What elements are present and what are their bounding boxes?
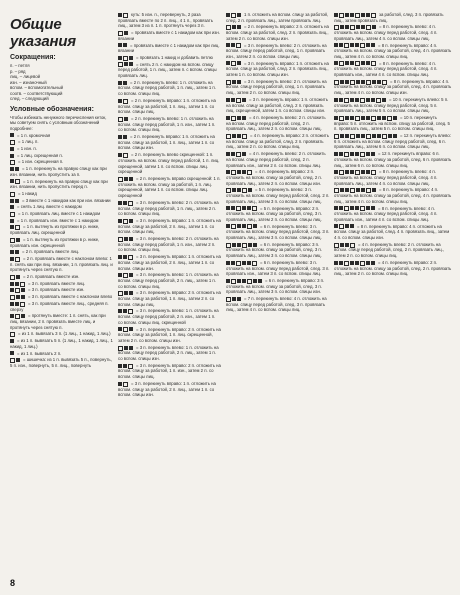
legend-text: = 8 п. перекинуть вправо: 4 п. отложить на вспом. спицу за работой, след. 4 п. провязать лиц., затем 4 п. со вспом. спицы лиц.: [334, 42, 452, 59]
legend-text: = 3 п. перекинуть вправо: 1 п. отложить на вспом. спицу за работой, 2 п. лиц., затем 1 п. со вспом. спицы изн.: [118, 254, 221, 271]
legend-text: 1 п. отложить на вспом. спицу за работой, след. 2 п. провязать лиц., затем провязать лиц.: [226, 12, 329, 23]
legend-entry: [118, 200, 221, 217]
legend-entry: [334, 12, 452, 23]
legend-text: = 3 п. перекинуть вправо: 1 п. отложить на вспом. спицу за работой, след. 2 п. провязать лиц. скрещенной, затем 1 п. со вспом. спицы изн.: [226, 96, 328, 114]
legend-text: = 8 п. перекинуть влево: 4 п. отложить на вспом. спицу перед работой, след. 4 п. провязать изн., затем 4 п. со вспом. спицы лиц.: [334, 60, 438, 78]
legend-entry: [226, 187, 330, 204]
legend-entry: [226, 61, 330, 78]
stitch-symbol-icon: [10, 133, 15, 137]
legend-text: = 8 п. перекинуть влево: 4 п. отложить на вспом. спицу перед работой, след. 4 п. провязать изн., затем 4 п. со вспом. спицы лиц.: [334, 205, 438, 222]
legend-text: = 2 п. провязать вместе с наклоном влево: 1 п. снять как при лиц. вязании, 1 п. провязать лиц. и протянуть через снятую п.: [10, 255, 113, 273]
stitch-symbol-icon: [118, 309, 134, 313]
legend-text: = 3 п. перекинуть вправо: 1 п. отложить на вспом. спицу за работой, 2 п. лиц., затем 1 п. со вспом. спицы лиц.: [118, 217, 221, 235]
stitch-symbol-icon: [226, 261, 258, 265]
stitch-symbol-icon: [118, 177, 134, 181]
stitch-symbol-icon: [118, 291, 134, 295]
legend-entry: [226, 242, 330, 259]
legend-text: = 3 п. перекинуть влево: 2 п. отложить на вспом. спицу перед работой, след. 1 п. провязать изн., затем 2 п. со вспом. спицы лиц.: [226, 42, 327, 59]
legend-text: = 2 п. перекинуть влево: 1 п. отложить на вспом. спицу перед работой, 1 п. изн., затем 1 п. со вспом. спицы лиц.: [118, 115, 216, 133]
page-number: 8: [10, 578, 16, 588]
stitch-symbol-icon: [226, 170, 253, 174]
legend-text: = 3 п. перекинуть вправо: 2 п. отложить на вспом. спицу за работой, 1 п. лиц., затем 2 п. со вспом. спицы лиц.: [118, 290, 221, 307]
stitch-symbol-icon: [118, 117, 129, 121]
stitch-symbol-icon: [226, 152, 247, 156]
legend-entry: [334, 206, 452, 223]
legend-entry: [118, 290, 221, 307]
legend-text: = 4 п. перекинуть вправо: 2 п. отложить на вспом. спицу за работой, след. 2 п. провязать лиц., затем 2 п. со вспом. спицы лиц.: [226, 133, 329, 150]
abbrev-item: соотв. – соответствующий: [10, 90, 63, 96]
legend-text: = 8 п. перекинуть вправо: 4 п. отложить на вспом. спицу за работой, след. 4 п. провязать лиц., затем 4 п. со вспом. спицы лиц.: [334, 187, 452, 204]
abbrev-item: п. – петля: [10, 63, 30, 68]
legend-entry: [118, 98, 221, 115]
legend-text: = 1 изн. скрещенная п.: [18, 159, 64, 165]
legend-intro: Чтобы избежать ненужного перечисления кеток, мы советуем снять с условным обозначений подробнее:: [10, 114, 107, 131]
legend-entry: [118, 254, 221, 271]
stitch-symbol-icon: [334, 61, 377, 65]
stitch-symbol-icon: [226, 61, 242, 65]
legend-entry: [10, 218, 113, 224]
stitch-symbol-icon: [118, 81, 128, 85]
legend-text: = 10 п. перекинуть вправо: 5 п. отложить на вспом. спицу за работой, след. 5 п. провязать лиц., затем 5 п. со вспом. спицы лиц.: [334, 114, 450, 132]
stitch-symbol-icon: [334, 243, 356, 247]
legend-text: = 3 п. перекинуть влево: 1 п. отложить на вспом. спицу перед работой, 2 п. лиц., затем 1 п. со вспом. спицы изн.: [118, 344, 219, 362]
legend-heading: Условные обозначения:: [10, 105, 94, 113]
legend-text: = 4 п. перекинуть влево: 2 п. отложить на вспом. спицу перед работой, след. 2 п. провязать изн., затем 2 п. со вспом. спицы лиц.: [226, 151, 326, 168]
legend-entry: [226, 278, 330, 295]
legend-text: = из 1 п. вывязать 5 п. (1 лиц., 1 накид, 1 лиц., 1 накид, 1 лиц.): [10, 338, 113, 349]
legend-text: за работой, след. 3 п. провязать лиц., затем провязать лиц.: [334, 12, 444, 23]
legend-text: = провязать 1 накид и добавить петлю: [136, 54, 213, 60]
legend-text: = 2 п. перекинуть вправо: 2 п. отложить на вспом. спицу за работой, след. 2 п. провязать лиц., затем 2 п. со вспом. спицы изн.: [226, 24, 329, 41]
legend-entry: [10, 294, 113, 300]
legend-text: = 3 п. перекинуть вправо: 2 п. отложить на вспом. спицу за работой, 1 п. лиц. скрещенной, затем 2 п. со вспом. спицы изн.: [118, 326, 221, 343]
legend-entry: [334, 187, 452, 204]
legend-entry: [10, 133, 113, 139]
stitch-symbol-icon: [226, 297, 242, 301]
stitch-symbol-icon: [10, 314, 26, 318]
stitch-symbol-icon: [118, 237, 134, 241]
legend-text: = 3 п. перекинуть вправо: 1 п. отложить на вспом. спицу за работой, след. 2 п. провязать лиц., затем 1 п. со вспом. спицы изн.: [226, 60, 329, 78]
legend-text: = 3 п. перекинуть влево: 2 п. отложить на вспом. спицу перед работой, 1 п. изн., затем 2 п. со вспом. спицы лиц.: [118, 236, 219, 253]
legend-entry: [118, 62, 221, 79]
abbrev-item: р. – ряд: [10, 68, 26, 74]
abbrev-item: след. – следующий: [10, 96, 49, 101]
stitch-symbol-icon: [118, 201, 134, 205]
legend-text: = 6 п. перекинуть влево: 3 п. отложить на вспом. спицу перед работой, след. 3 п. провязать лиц., затем 3 п. со вспом. спицы лиц.: [226, 223, 330, 241]
legend-entry: [118, 43, 221, 54]
stitch-symbol-icon: [10, 250, 20, 254]
legend-text: = 2 п. перекинуть вправо: 1 п. отложить на вспом. спицу за работой, 1 п. лиц., затем 1 п. со вспом. спицы изн.: [118, 134, 215, 151]
legend-entry: [10, 179, 113, 190]
legend-entry: [226, 151, 330, 168]
legend-entry: [334, 43, 452, 60]
legend-entry: [226, 115, 330, 132]
legend-text: = 12 п. перекинуть вправо: 6 п. отложить на вспом. спицу за работой, след. 6 п. провязать лиц., затем 6 п. со вспом. спицы лиц.: [334, 151, 452, 168]
stitch-symbol-icon: [334, 206, 376, 210]
legend-entry: [10, 139, 113, 145]
legend-text: = 3 п. перекинуть влево: 2 п. отложить на вспом. спицу перед работой, 1 п. лиц., затем 2 п. со вспом. спицы лиц.: [118, 199, 219, 217]
legend-entry: [226, 133, 330, 150]
legend-text: = 5 п. перекинуть вправо: 2 п. отложить на вспом. спицу за работой, след. 3 п. провязать лиц., затем 2 п. со вспом. спицы лиц.: [226, 205, 322, 222]
abbrev-item: лиц. – лицевой: [10, 74, 41, 79]
legend-entry: [226, 169, 330, 186]
stitch-symbol-icon: [10, 147, 15, 151]
stitch-symbol-icon: [10, 225, 21, 229]
legend-text: = 2 п. провязать вместе лиц.: [22, 249, 80, 255]
stitch-symbol-icon: [334, 152, 376, 156]
legend-text: = 7 п. перекинуть влево: 4 п. отложить на вспом. спицу перед работой, след. 3 п. провязать лиц., затем 4 п. со вспом. спицы лиц.: [226, 296, 327, 313]
stitch-symbol-icon: [334, 116, 398, 120]
stitch-symbol-icon: [334, 170, 377, 174]
legend-entry: [10, 281, 113, 287]
legend-text: = 4 п. перекинуть влево: 2 п. отложить на вспом. спицу перед работой, след. 2 п. провязать лиц., затем 2 п. со вспом. спицы лиц.: [334, 241, 445, 259]
legend-entry: [10, 274, 113, 280]
legend-text: = 6 п. перекинуть вправо: 3 п. отложить на вспом. спицу за работой, след. 3 п. провязать лиц., затем 3 п. со вспом. спицы изн.: [226, 277, 325, 295]
stitch-symbol-icon: [118, 56, 134, 60]
legend-entry: [334, 151, 452, 168]
legend-text: = 1 п. перекинуть на правую спицу как при изн. вязании, нить пропустить за п.: [10, 166, 107, 177]
legend-entry: [334, 79, 452, 96]
legend-text: = 6 п. перекинуть вправо: 3 п. отложить на вспом. спицу за работой, след. 3 п. провязать лиц., затем 3 п. со вспом. спицы лиц.: [226, 241, 322, 259]
legend-text: = 10 п. перекинуть влево: 5 п. отложить на вспом. спицу перед работой, след. 5 п. провязать лиц., затем 5 п. со вспом. спицы лиц.: [334, 96, 449, 114]
legend-entry: [118, 116, 221, 133]
legend-entry: [334, 133, 452, 150]
stitch-symbol-icon: [10, 295, 26, 299]
stitch-symbol-icon: [10, 154, 15, 158]
legend-text: = 1 изн. п.: [17, 146, 37, 152]
legend-entry: [10, 301, 113, 312]
legend-entry: [118, 363, 221, 380]
column-2: [118, 12, 221, 399]
legend-entry: [118, 381, 221, 398]
legend-entry: [226, 43, 330, 60]
legend-entry: [118, 308, 221, 325]
legend-text: = 2 п. перекинуть влево: 1 п. отложить на вспом. спицу перед работой, 1 п. лиц., затем 1 п. со вспом. спицы лиц.: [118, 79, 216, 97]
legend-entry: [10, 351, 113, 357]
legend-text: = 2 п. перекинуть влево скрещенной: 1 п. отложить на вспом. спицу перед работой, 1 п. лиц. скрещенной, затем 1 п. со вспом. спицы лиц. скрещенной: [118, 152, 220, 175]
legend-text: = 4 п. перекинуть вправо: 2 п. отложить на вспом. спицу за работой, след. 2 п. провязать лиц., затем 2 п. со вспом. спицы изн.: [226, 169, 322, 186]
legend-text: = 3 п. перекинуть влево: 1 п. отложить на вспом. спицу перед работой, 2 п. изн., затем 1 п. со вспом. спицы лиц. скрещенной: [118, 308, 219, 325]
legend-text: = 2 п. провязать вместе изн.: [23, 274, 80, 280]
legend-text: = 2 п. перекинуть вправо скрещенной: 1 п. отложить на вспом. спицу за работой, 1 п. лиц. скрещенной, затем 1 п. со вспом. спицы лиц. скрещенной: [118, 175, 221, 199]
legend-text: = 3 п. перекинуть влево: 1 п. отложить на вспом. спицу перед работой, 2 п. лиц., затем 1 п. со вспом. спицы лиц.: [118, 272, 219, 289]
legend-text: = 1 п. перекинуть на правую спицу как при изн. вязании, нить пропустить перед п.: [10, 178, 108, 190]
stitch-symbol-icon: [226, 224, 258, 228]
legend-entry: [118, 30, 221, 41]
stitch-symbol-icon: [226, 188, 253, 192]
legend-entry: [334, 224, 452, 241]
stitch-symbol-icon: [334, 224, 355, 228]
legend-text: = снять 2 п. с накидом на вспом. спицу перед работой, 1 п. лиц., затем п. с вспом. спицы провязать лиц.: [118, 61, 217, 79]
stitch-symbol-icon: [334, 43, 376, 47]
legend-text: = 3 п. провязать вместе с наклоном влево: [28, 294, 113, 300]
stitch-symbol-icon: [226, 206, 258, 210]
legend-entry: [226, 97, 330, 114]
legend-entry: [226, 296, 330, 313]
legend-text: = 3 п. перекинуть вправо: 2 п. отложить на вспом. спицу за работой, 1 п. изн., затем 2 п. со вспом. спицы лиц.: [118, 362, 221, 380]
stitch-symbol-icon: [334, 261, 376, 265]
stitch-symbol-icon: [226, 134, 248, 138]
legend-entry: [118, 55, 221, 61]
stitch-symbol-icon: [334, 80, 388, 84]
legend-entry: [10, 146, 113, 152]
legend-text: = 1 лиц. п.: [18, 139, 39, 145]
legend-entry: [10, 159, 113, 165]
stitch-symbol-icon: [118, 273, 134, 277]
legend-entry: [10, 313, 113, 330]
legend-entry: [118, 80, 221, 97]
abbrev-list: [10, 63, 113, 102]
legend-text: = 3 п. перекинуть влево: 2 п. отложить на вспом. спицу перед работой, след. 1 п. провязать лиц., затем 2 п. со вспом. спицы лиц.: [226, 78, 327, 96]
legend-entry: [10, 153, 113, 159]
stitch-symbol-icon: [226, 43, 242, 47]
column-1: [10, 10, 113, 370]
legend-entry: [118, 236, 221, 253]
stitch-symbol-icon: [10, 351, 15, 355]
stitch-symbol-icon: [118, 31, 129, 35]
legend-entry: [118, 176, 221, 199]
stitch-symbol-icon: [226, 13, 242, 17]
stitch-symbol-icon: [10, 219, 15, 223]
stitch-symbol-icon: [118, 62, 134, 66]
stitch-symbol-icon: [118, 364, 134, 368]
legend-entry: [10, 237, 113, 248]
stitch-symbol-icon: [10, 212, 16, 216]
stitch-symbol-icon: [118, 13, 129, 17]
legend-entry: [10, 256, 113, 273]
stitch-symbol-icon: [10, 288, 26, 292]
legend-entry: [118, 134, 221, 151]
legend-entry: [10, 204, 113, 210]
legend-text: = из 1 п. вывязать 2 п.: [17, 350, 62, 356]
legend-entry: [226, 260, 330, 277]
legend-text: = протянуть вместе: 1 п. снять, как при лиц. вязании, 2 п. провязать вместе лиц. и протянуть через снятую п.: [10, 313, 106, 330]
legend-text: = провязать вместе с 1 накидом как при лиц. вязании: [118, 42, 220, 54]
legend-text: = 8 п. перекинуть вправо: 4 п. отложить на вспом. спицу за работой, след. 4 п. провязать лиц., затем 4 п. со вспом. спицы изн.: [334, 78, 452, 96]
abbrev-item: вспом. – вспомогательный: [10, 85, 64, 90]
legend-entry: [334, 24, 452, 41]
legend-entry: [226, 206, 330, 223]
legend-text: = 3 п. провязать вместе лиц.: [28, 280, 86, 286]
legend-entry: [334, 242, 452, 259]
legend-text: = 3 п. провязать вместе лиц., средняя п. сверху: [10, 300, 109, 312]
stitch-symbol-icon: [10, 339, 15, 343]
legend-text: = шишечка: из 1 п. вывязать 5 п., повернуть, 5 п. изн., повернуть, 5 п. лиц., повернуть: [10, 357, 112, 368]
stitch-symbol-icon: [118, 135, 128, 139]
stitch-symbol-icon: [10, 167, 20, 171]
legend-entry: [226, 24, 330, 41]
stitch-symbol-icon: [334, 13, 377, 17]
legend-entry: [334, 115, 452, 132]
stitch-symbol-icon: [118, 153, 129, 157]
legend-entry: [10, 211, 113, 217]
legend-text: = 8 п. перекинуть влево: 4 п. отложить на вспом. спицу перед работой, след. 4 п. провязать лиц., затем 4 п. со вспом. спицы лиц.: [334, 24, 438, 41]
stitch-symbol-icon: [118, 219, 134, 223]
stitch-symbol-icon: [334, 25, 377, 29]
legend-entry: [334, 97, 452, 114]
legend-entry: [10, 338, 113, 349]
stitch-symbol-icon: [10, 257, 21, 261]
legend-entry: [10, 249, 113, 255]
legend-entry: [118, 218, 221, 235]
legend-text: = 1 накид: [18, 190, 37, 196]
stitch-symbol-icon: [10, 275, 21, 279]
stitch-symbol-icon: [10, 205, 15, 209]
legend-text: = 3 вместе с 1 накидом как при изн. вязании: [22, 197, 111, 203]
stitch-symbol-icon: [226, 98, 247, 102]
stitch-symbol-icon: [334, 188, 377, 192]
legend-text: = 8 п. перекинуть влево: 4 п. отложить на вспом. спицу перед работой, след. 4 п. провязать лиц., затем 4 п. со вспом. спицы лиц.: [334, 169, 438, 186]
legend-text: = 1 лиц. скрещенная п.: [17, 152, 63, 158]
stitch-symbol-icon: [10, 179, 21, 183]
stitch-symbol-icon: [10, 238, 21, 242]
legend-text: = из 1 п. вывязать 3 п. (1 лиц., 1 накид, 1 лиц.): [18, 331, 111, 337]
stitch-symbol-icon: [226, 80, 242, 84]
stitch-symbol-icon: [334, 134, 398, 138]
legend-text: = 1 п. вытянуть из протяжки в р. ниже, провязать лиц. скрещенной: [10, 224, 100, 236]
legend-entry: [226, 79, 330, 96]
legend-entry: [226, 224, 330, 241]
stitch-symbol-icon: [118, 382, 129, 386]
stitch-symbol-icon: [118, 99, 129, 103]
stitch-symbol-icon: [10, 332, 16, 336]
stitch-symbol-icon: [226, 279, 263, 283]
legend-entry: [10, 331, 113, 337]
legend-text: = 12 п. перекинуть влево: 6 п. отложить на вспом. спицу перед работой, след. 6 п. провязать лиц., затем 6 п. со вспом. спицы лиц.: [334, 133, 451, 150]
stitch-symbol-icon: [334, 98, 387, 102]
stitch-symbol-icon: [10, 140, 16, 144]
legend-entry: [118, 272, 221, 289]
stitch-symbol-icon: [10, 192, 16, 196]
legend-text: = 3 п. провязать вместе изн.: [28, 287, 85, 293]
legend-text: = 1 п. провязать изн. вместе с 1 накидом: [17, 217, 99, 223]
legend-text: = снять 1 лиц. вместе с накидом: [17, 204, 82, 210]
stitch-symbol-icon: [10, 199, 20, 203]
stitch-symbol-icon: [10, 160, 16, 164]
abbrev-heading: Сокращения:: [10, 54, 56, 61]
legend-text: = 2 п. перекинуть вправо: 1 п. отложить на вспом. спицу за работой, 1 п. лиц., затем 1 п. со вспом. спицы лиц.: [118, 97, 216, 115]
column-4: [334, 12, 452, 278]
stitch-symbol-icon: [118, 327, 134, 331]
legend-entry: [334, 260, 452, 277]
legend-text: = 6 п. перекинуть влево: 3 п. отложить на вспом. спицу перед работой, след. 3 п. провязать изн., затем 3 п. со вспом. спицы лиц.: [226, 259, 330, 277]
page-title: Общие указания: [10, 16, 76, 50]
legend-text: = 1 п. провязать лиц. вместе с 1 накидом: [18, 211, 101, 217]
legend-entry: [118, 327, 221, 344]
stitch-symbol-icon: [226, 25, 242, 29]
stitch-symbol-icon: [118, 346, 134, 350]
legend-entry: [334, 169, 452, 186]
legend-list-1: [10, 133, 113, 369]
stitch-symbol-icon: [226, 243, 258, 247]
stitch-symbol-icon: [10, 358, 21, 362]
legend-entry: [10, 166, 113, 177]
legend-text: = 4 п. перекинуть вправо: 2 п. отложить на вспом. спицу за работой, след. 2 п. провязать лиц., затем 2 п. со вспом. спицы лиц.: [334, 259, 452, 277]
legend-entry: [118, 152, 221, 175]
stitch-symbol-icon: [10, 302, 26, 306]
legend-text: = 1 п. вытянуть из протяжки в р. ниже, провязать изн. скрещенной: [10, 236, 100, 248]
stitch-symbol-icon: [118, 43, 128, 47]
stitch-symbol-icon: [118, 255, 134, 259]
legend-text: = 3 п. перекинуть вправо: 1 п. отложить на вспом. спицу за работой, 2 п. лиц., затем 1 п. со вспом. спицы изн.: [118, 380, 216, 398]
column-3: [226, 12, 330, 314]
stitch-symbol-icon: [226, 116, 247, 120]
legend-text: = 4 п. перекинуть влево: 2 п. отложить на вспом. спицу перед работой, след. 2 п. провязать лиц., затем 2 п. со вспом. спицы лиц.: [226, 114, 326, 132]
abbrev-item: изн. – изнаночный: [10, 79, 47, 85]
legend-text: = провязать вместе с 1 накидом как при изн. вязании: [118, 30, 220, 41]
legend-entry: [10, 198, 113, 204]
legend-text: = 1 п. кромочная: [17, 132, 51, 138]
legend-entry: [118, 345, 221, 362]
legend-entry: [118, 12, 221, 29]
legend-entry: [226, 12, 330, 23]
legend-text: = 8 п. перекинуть вправо: 4 п. отложить на вспом. спицу за работой, след. 4 п. провязать лиц., затем 4 п. со вспом. спицы изн.: [334, 223, 450, 241]
legend-entry: [10, 191, 113, 197]
legend-text: = 5 п. перекинуть влево: 3 п. отложить на вспом. спицу перед работой, след. 2 п. провязать лиц., затем 3 п. со вспом. спицы лиц.: [226, 187, 330, 204]
legend-entry: [10, 224, 113, 235]
stitch-symbol-icon: [10, 282, 26, 286]
legend-entry: [10, 357, 113, 368]
legend-entry: [334, 61, 452, 78]
legend-entry: [10, 287, 113, 293]
legend-text: куть: 5 изн. п., перевернуть, 2 раза провязать вместе по 2 п. лиц., 4 1 п., провязать лиц., затем 3 из п. 1 п. протянуть через 3 п.: [118, 12, 213, 29]
